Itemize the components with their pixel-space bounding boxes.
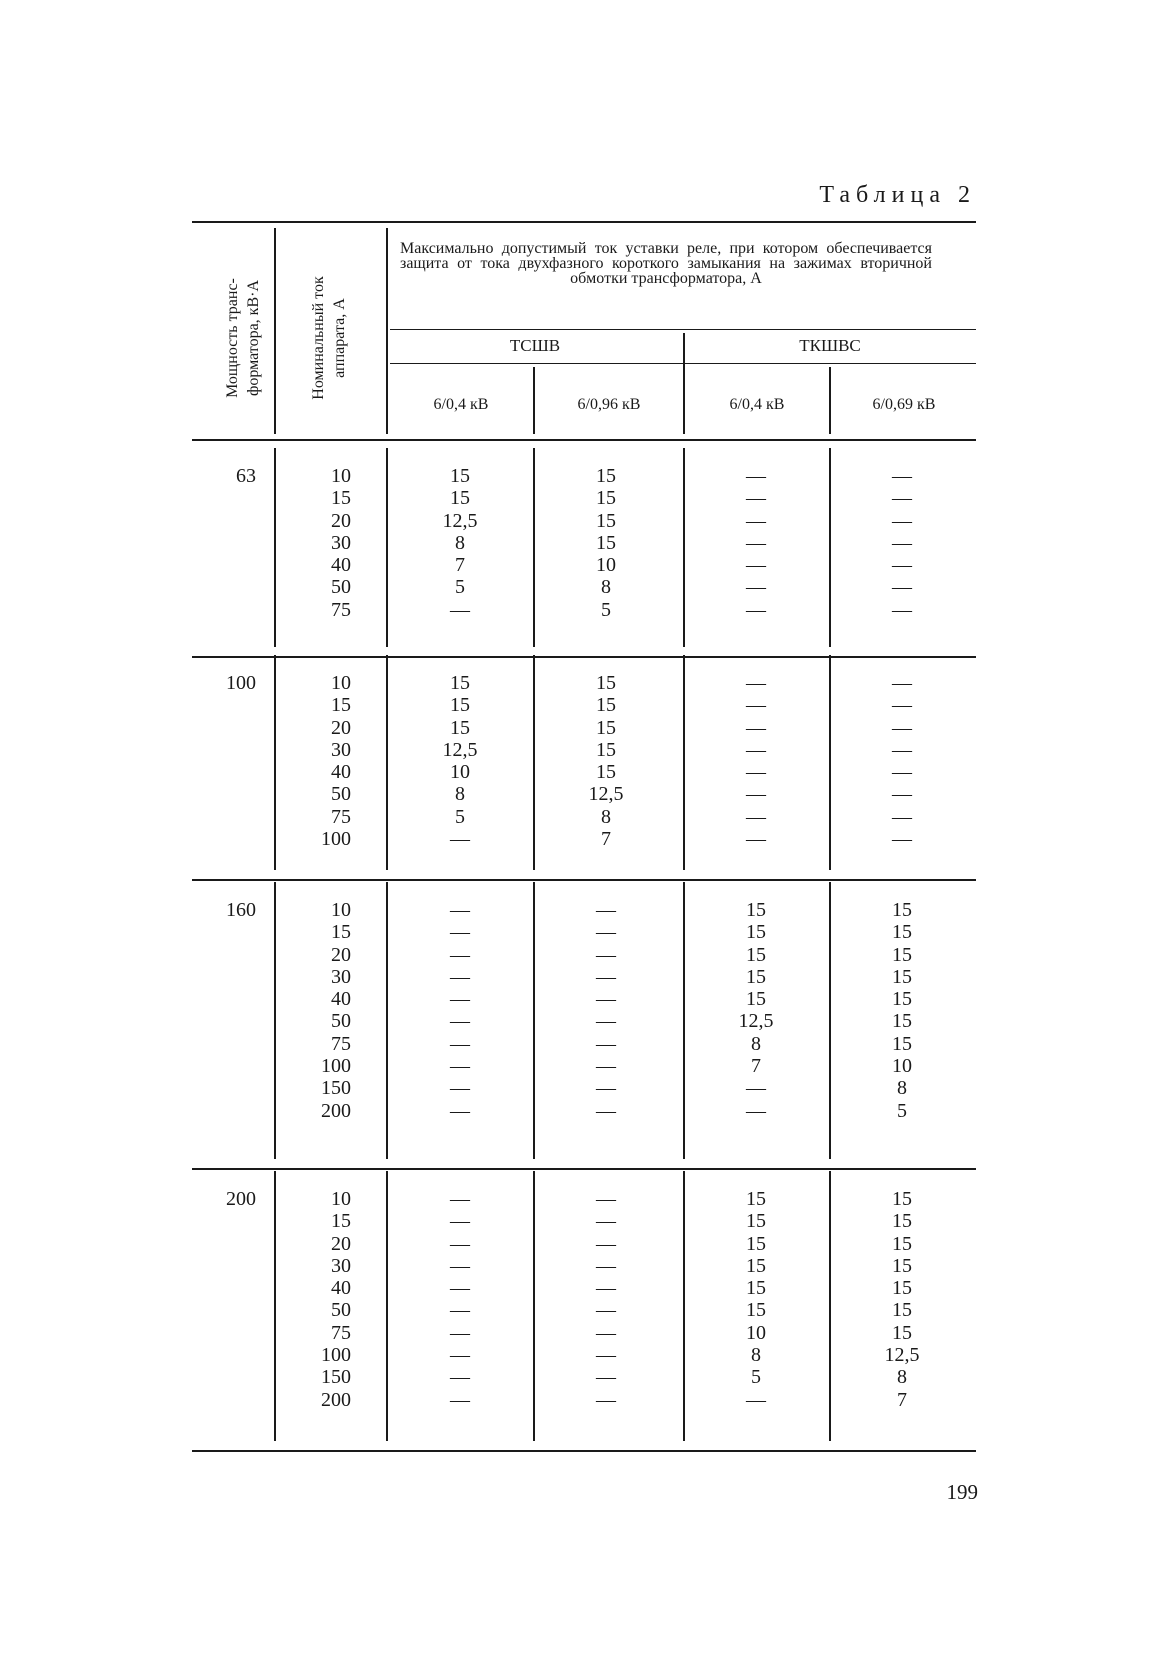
table-cell: — — [892, 828, 912, 851]
header-current-line1: Номинальный ток — [310, 276, 327, 400]
table-cell: 15 — [746, 1232, 766, 1255]
block-rule — [192, 1450, 976, 1452]
table-title: Таблица 2 — [819, 182, 976, 208]
table-cell: 15 — [892, 1321, 912, 1344]
table-cell: 15 — [746, 965, 766, 988]
table-cell: 15 — [596, 531, 616, 554]
table-cell: 15 — [596, 694, 616, 717]
table-cell: — — [746, 716, 766, 739]
table-cell: — — [596, 1210, 616, 1233]
table-cell: — — [892, 738, 912, 761]
body-vline — [386, 448, 388, 647]
table-cell: 15 — [746, 1188, 766, 1210]
table-cell: — — [596, 1055, 616, 1078]
group-label-tkshvs: ТКШВС — [799, 336, 861, 355]
body-vline — [683, 1171, 685, 1441]
table-cell: 75 — [331, 1321, 351, 1344]
body-vline — [683, 448, 685, 647]
table-cell: 15 — [746, 943, 766, 966]
header-rule-1 — [390, 329, 976, 330]
header-vline-2 — [386, 228, 388, 434]
table-cell: 8 — [897, 1077, 907, 1100]
table-cell: 15 — [892, 988, 912, 1011]
table-cell: 15 — [892, 1032, 912, 1055]
table-cell: 15 — [892, 943, 912, 966]
table-cell: 15 — [450, 465, 470, 487]
table-cell: 15 — [596, 509, 616, 532]
body-vline — [829, 882, 831, 1159]
table-cell: 15 — [746, 1277, 766, 1300]
table-cell: 50 — [331, 1010, 351, 1033]
table-cell: 8 — [455, 783, 465, 806]
table-cell: — — [892, 716, 912, 739]
table-cell: 8 — [751, 1344, 761, 1367]
table-cell: 40 — [331, 554, 351, 577]
table-cell: — — [450, 921, 470, 944]
table-cell: — — [746, 672, 766, 694]
table-cell: 15 — [892, 965, 912, 988]
data-column — [862, 465, 942, 621]
table-cell: 15 — [331, 1210, 351, 1233]
data-column — [282, 672, 351, 850]
table-cell: 10 — [331, 672, 351, 694]
header-power-line2: форматора, кВ·А — [245, 279, 262, 397]
table-cell: — — [450, 1344, 470, 1367]
top-rule — [192, 221, 976, 223]
table-cell: — — [746, 828, 766, 851]
table-cell: 150 — [321, 1366, 351, 1389]
table-cell: 15 — [746, 1299, 766, 1322]
table-cell: — — [450, 1055, 470, 1078]
table-cell: 15 — [746, 921, 766, 944]
table-cell: — — [596, 965, 616, 988]
table-cell: — — [450, 1321, 470, 1344]
table-cell: — — [450, 1366, 470, 1389]
table-cell: 100 — [321, 1344, 351, 1367]
table-cell: 15 — [892, 1188, 912, 1210]
data-column — [282, 465, 351, 621]
table-cell: — — [450, 828, 470, 851]
table-cell: 7 — [751, 1055, 761, 1078]
data-column — [566, 899, 646, 1122]
body-vline — [829, 655, 831, 870]
table-cell: 12,5 — [738, 1010, 774, 1033]
table-cell: — — [746, 694, 766, 717]
table-cell: 10 — [331, 465, 351, 487]
table-cell: 50 — [331, 1299, 351, 1322]
header-power — [222, 238, 266, 438]
table-cell: — — [892, 783, 912, 806]
table-cell: 15 — [331, 487, 351, 510]
body-vline — [274, 882, 276, 1159]
body-vline — [274, 1171, 276, 1441]
table-cell: — — [746, 761, 766, 784]
table-cell: 15 — [892, 1010, 912, 1033]
data-column — [566, 672, 646, 850]
page-number: 199 — [946, 1480, 978, 1504]
table-cell: 5 — [601, 598, 611, 621]
table-cell: — — [596, 1388, 616, 1411]
table-cell: 8 — [751, 1032, 761, 1055]
data-column — [862, 1188, 942, 1411]
table-cell: 8 — [601, 576, 611, 599]
table-cell: — — [892, 805, 912, 828]
table-cell: — — [450, 1254, 470, 1277]
table-cell: 15 — [892, 899, 912, 921]
table-cell: 15 — [596, 761, 616, 784]
table-cell: — — [596, 1032, 616, 1055]
header-caption: Максимально допустимый ток уставки реле, при котором обеспечивается защита от тока двухфазного короткого замыкания на зажимах вторичной обмотки трансформатора, А — [400, 240, 932, 287]
table-cell: 15 — [892, 1232, 912, 1255]
data-column — [282, 899, 351, 1122]
table-cell: 20 — [331, 1232, 351, 1255]
table-cell: — — [596, 1010, 616, 1033]
table-cell: 30 — [331, 531, 351, 554]
data-column — [420, 1188, 500, 1411]
table-cell: — — [596, 1277, 616, 1300]
table-cell: 12,5 — [442, 509, 478, 532]
block-rule — [192, 1168, 976, 1170]
table-cell: — — [450, 1010, 470, 1033]
power-value: 63 — [236, 465, 256, 487]
table-cell: — — [450, 1099, 470, 1122]
table-cell: — — [746, 1099, 766, 1122]
table-cell: 40 — [331, 988, 351, 1011]
voltage-1: 6/0,4 кВ — [433, 396, 489, 413]
table-cell: — — [596, 943, 616, 966]
body-vline — [386, 655, 388, 870]
data-column — [566, 1188, 646, 1411]
table-cell: 5 — [897, 1099, 907, 1122]
data-column — [862, 672, 942, 850]
table-cell: — — [892, 554, 912, 577]
table-cell: — — [596, 1254, 616, 1277]
table-cell: 15 — [450, 672, 470, 694]
table-cell: — — [892, 576, 912, 599]
table-cell: 100 — [321, 828, 351, 851]
table-cell: — — [892, 487, 912, 510]
table-cell: — — [450, 1032, 470, 1055]
table-cell: 15 — [450, 716, 470, 739]
table-cell: 30 — [331, 1254, 351, 1277]
body-vline — [274, 448, 276, 647]
data-column — [862, 899, 942, 1122]
table-cell: — — [746, 509, 766, 532]
table-cell: — — [892, 761, 912, 784]
table-cell: 40 — [331, 1277, 351, 1300]
table-cell: 7 — [897, 1388, 907, 1411]
body-vline — [683, 655, 685, 870]
table-cell: 5 — [455, 576, 465, 599]
body-vline — [533, 1171, 535, 1441]
table-cell: 15 — [450, 487, 470, 510]
table-cell: 15 — [746, 899, 766, 921]
table-cell: 30 — [331, 965, 351, 988]
table-cell: 10 — [892, 1055, 912, 1078]
body-vline — [829, 448, 831, 647]
data-column — [566, 465, 646, 621]
table-cell: 15 — [746, 1210, 766, 1233]
body-vline — [274, 655, 276, 870]
table-cell: — — [746, 576, 766, 599]
table-cell: — — [450, 1232, 470, 1255]
data-column — [716, 672, 796, 850]
table-cell: 75 — [331, 805, 351, 828]
table-cell: 20 — [331, 716, 351, 739]
data-column — [420, 672, 500, 850]
table-cell: — — [746, 554, 766, 577]
table-cell: 8 — [455, 531, 465, 554]
table-cell: 20 — [331, 509, 351, 532]
data-column — [716, 899, 796, 1122]
body-vline — [533, 448, 535, 647]
body-vline — [533, 882, 535, 1159]
table-cell: — — [892, 598, 912, 621]
table-cell: 15 — [596, 465, 616, 487]
body-vline — [829, 1171, 831, 1441]
table-cell: — — [746, 738, 766, 761]
header-bottom-rule — [192, 439, 976, 441]
table-cell: — — [596, 1077, 616, 1100]
table-cell: 5 — [455, 805, 465, 828]
table-cell: 8 — [601, 805, 611, 828]
data-column — [716, 1188, 796, 1411]
table-cell: 10 — [596, 554, 616, 577]
table-cell: — — [596, 1099, 616, 1122]
body-vline — [386, 882, 388, 1159]
table-cell: — — [746, 487, 766, 510]
power-value: 160 — [226, 899, 256, 921]
table-cell: 15 — [596, 716, 616, 739]
table-cell: 12,5 — [884, 1344, 920, 1367]
table-cell: — — [450, 1188, 470, 1210]
table-cell: — — [596, 1366, 616, 1389]
table-cell: 15 — [450, 694, 470, 717]
table-cell: — — [596, 1321, 616, 1344]
table-cell: — — [892, 694, 912, 717]
table-cell: 15 — [746, 1254, 766, 1277]
table-cell: 15 — [746, 988, 766, 1011]
block-rule — [192, 656, 976, 658]
header-current — [308, 243, 352, 433]
table-cell: — — [746, 805, 766, 828]
table-cell: — — [596, 921, 616, 944]
table-cell: 15 — [892, 921, 912, 944]
header-vline-5 — [829, 367, 831, 434]
data-column — [282, 1188, 351, 1411]
table-cell: 100 — [321, 1055, 351, 1078]
table-cell: 15 — [892, 1299, 912, 1322]
table-cell: — — [892, 509, 912, 532]
table-cell: 150 — [321, 1077, 351, 1100]
table-cell: — — [892, 465, 912, 487]
table-cell: — — [746, 1388, 766, 1411]
table-cell: — — [596, 988, 616, 1011]
table-cell: — — [596, 899, 616, 921]
table-cell: — — [450, 598, 470, 621]
table-cell: — — [450, 1077, 470, 1100]
table-cell: 75 — [331, 1032, 351, 1055]
table-cell: 15 — [892, 1210, 912, 1233]
block-rule — [192, 879, 976, 881]
table-cell: — — [450, 965, 470, 988]
table-cell: — — [596, 1188, 616, 1210]
table-cell: 8 — [897, 1366, 907, 1389]
table-cell: — — [596, 1344, 616, 1367]
header-power-line1: Мощность транс- — [224, 278, 241, 398]
voltage-2: 6/0,96 кВ — [577, 396, 641, 413]
table-cell: 15 — [596, 738, 616, 761]
table-cell: 15 — [596, 672, 616, 694]
table-cell: 50 — [331, 783, 351, 806]
table-cell: 75 — [331, 598, 351, 621]
table-cell: — — [450, 1210, 470, 1233]
power-value: 100 — [226, 672, 256, 694]
table-cell: 10 — [331, 899, 351, 921]
table-cell: 15 — [596, 487, 616, 510]
body-vline — [533, 655, 535, 870]
table-cell: — — [596, 1299, 616, 1322]
table-cell: 15 — [892, 1254, 912, 1277]
table-cell: 10 — [450, 761, 470, 784]
table-cell: — — [450, 1299, 470, 1322]
header-current-line2: аппарата, А — [331, 298, 348, 378]
table-cell: — — [746, 465, 766, 487]
header-vline-3 — [533, 367, 535, 434]
table-cell: — — [746, 1077, 766, 1100]
table-cell: 200 — [321, 1099, 351, 1122]
table-cell: 5 — [751, 1366, 761, 1389]
table-cell: 40 — [331, 761, 351, 784]
power-value: 200 — [226, 1188, 256, 1210]
table-cell: — — [892, 531, 912, 554]
table-cell: — — [450, 943, 470, 966]
table-cell: 10 — [331, 1188, 351, 1210]
table-cell: — — [746, 531, 766, 554]
table-cell: — — [450, 899, 470, 921]
table-cell: 15 — [331, 694, 351, 717]
table-cell: — — [892, 672, 912, 694]
data-column — [420, 465, 500, 621]
table-cell: 10 — [746, 1321, 766, 1344]
table-cell: 15 — [331, 921, 351, 944]
table-cell: — — [450, 1277, 470, 1300]
table-cell: — — [450, 1388, 470, 1411]
table-cell: 30 — [331, 738, 351, 761]
data-column — [420, 899, 500, 1122]
table-cell: 7 — [455, 554, 465, 577]
table-cell: 7 — [601, 828, 611, 851]
voltage-4: 6/0,69 кВ — [872, 396, 936, 413]
group-label-tsshv: ТСШВ — [509, 336, 561, 355]
table-cell: 200 — [321, 1388, 351, 1411]
table-cell: 12,5 — [442, 738, 478, 761]
table-cell: — — [746, 598, 766, 621]
table-cell: 12,5 — [588, 783, 624, 806]
table-cell: — — [596, 1232, 616, 1255]
data-column — [716, 465, 796, 621]
voltage-3: 6/0,4 кВ — [729, 396, 785, 413]
table-cell: 50 — [331, 576, 351, 599]
body-vline — [386, 1171, 388, 1441]
table-cell: — — [450, 988, 470, 1011]
body-vline — [683, 882, 685, 1159]
header-vline-1 — [274, 228, 276, 434]
table-cell: — — [746, 783, 766, 806]
table-cell: 15 — [892, 1277, 912, 1300]
table-cell: 20 — [331, 943, 351, 966]
